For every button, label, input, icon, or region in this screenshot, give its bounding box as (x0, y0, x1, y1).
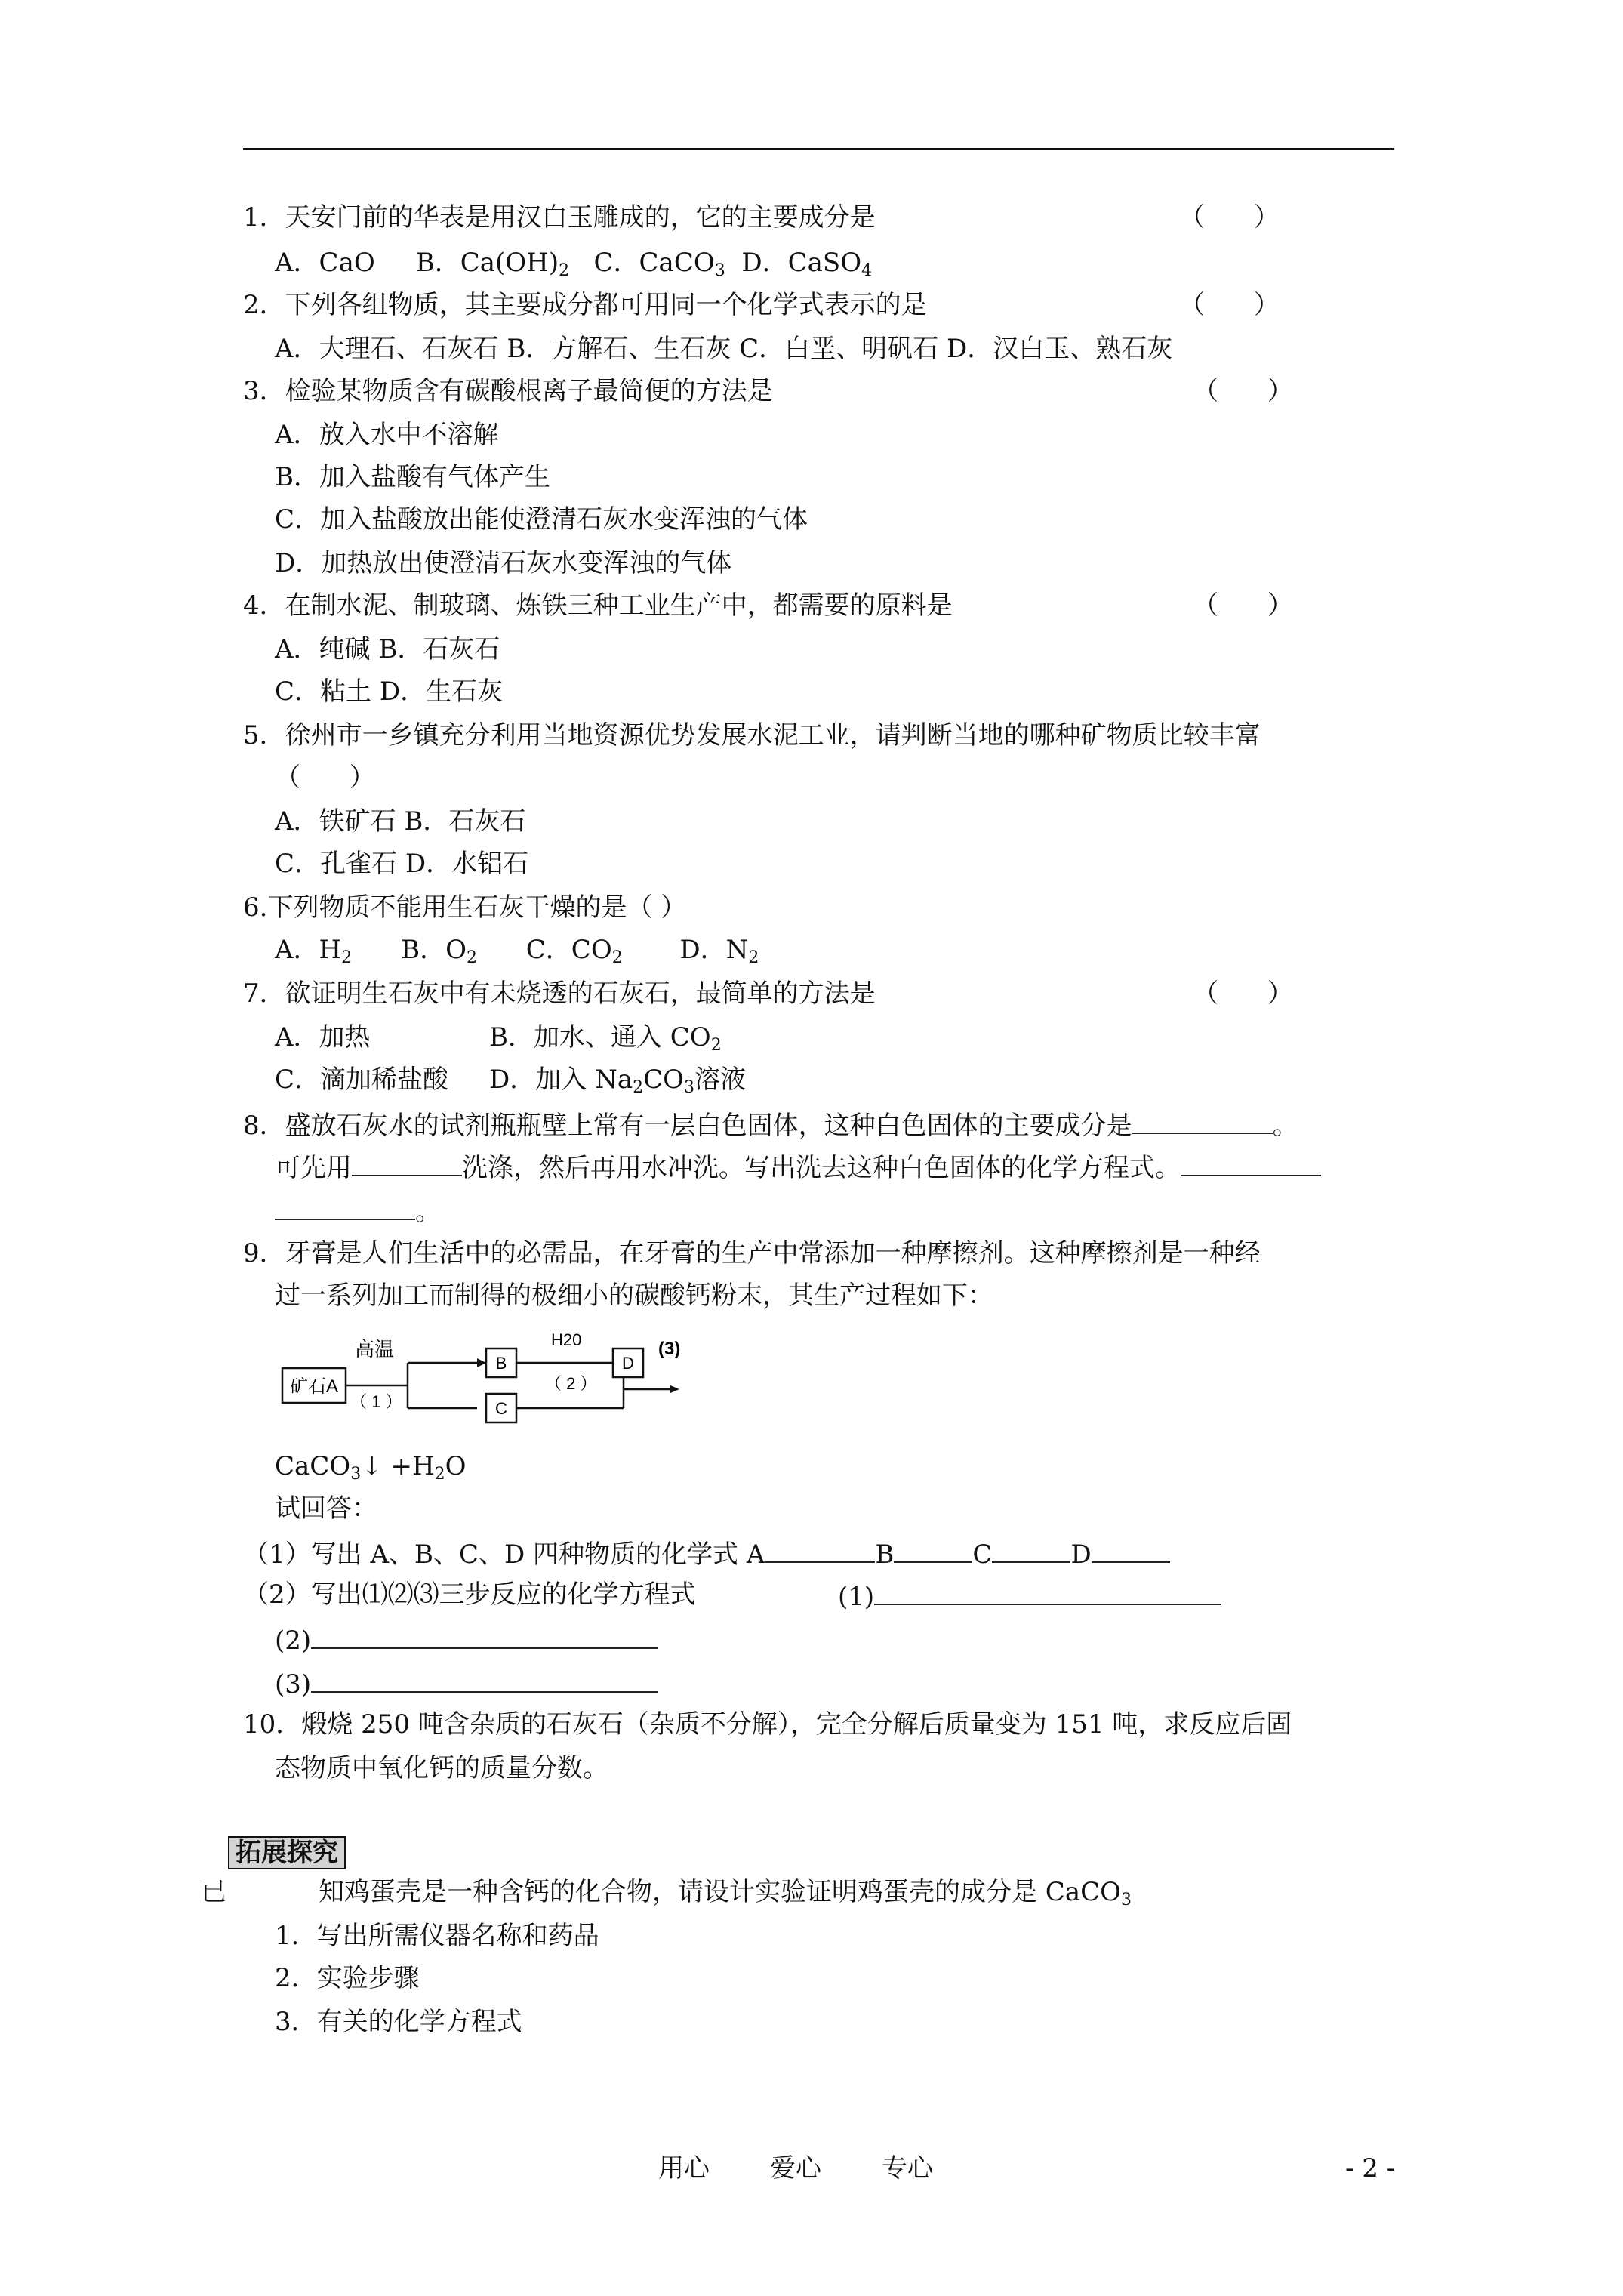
q5-answer-paren: （ ） (275, 763, 375, 793)
q7-answer-paren: （ ） (1193, 978, 1293, 1009)
footer-mid: 爱心 (770, 2153, 821, 2184)
q1-option-a: A．CaO (275, 248, 375, 278)
q7-option-a: A．加热 (275, 1022, 371, 1052)
q9-equation-2: (2) (275, 1622, 658, 1657)
q6-option-a: A．$H_2$ (275, 935, 353, 967)
q1-stem: 1．天安门前的华表是用汉白玉雕成的，它的主要成分是 (243, 202, 876, 233)
q9-sub2: （2）写出⑴⑵⑶三步反应的化学方程式 (243, 1579, 696, 1610)
q7-option-d: D．加入 $Na_2CO_3$溶液 (489, 1065, 746, 1097)
q6-option-b: B．$O_2$ (401, 935, 477, 967)
q1-answer-paren: （ ） (1179, 202, 1280, 233)
q6-option-d: D．$N_2$ (679, 935, 759, 967)
q8-blank-equation-b[interactable] (275, 1193, 415, 1220)
q8-blank-component[interactable] (1132, 1107, 1273, 1134)
q4-stem: 4．在制水泥、制玻璃、炼铁三种工业生产中，都需要的原料是 (243, 590, 953, 621)
q6-stem: 6.下列物质不能用生石灰干燥的是（ ） (243, 892, 687, 923)
q9-line1: 9．牙膏是人们生活中的必需品，在牙膏的生产中常添加一种摩擦剂。这种摩擦剂是一种经 (243, 1238, 1261, 1268)
q4-answer-paren: （ ） (1193, 590, 1293, 621)
flow-label-b: B (495, 1354, 507, 1373)
q4-options-row1: A．纯碱 B．石灰石 (275, 634, 500, 664)
extension-intro: 知鸡蛋壳是一种含钙的化合物，请设计实验证明鸡蛋壳的成分是 CaCO$_3$ (319, 1877, 1132, 1909)
q3-option-b: B．加入盐酸有气体产生 (275, 462, 550, 492)
flow-label-ore: 矿石A (289, 1376, 339, 1397)
q9-blank-eq2[interactable] (311, 1622, 658, 1649)
q8-blank-equation-a[interactable] (1181, 1149, 1321, 1176)
q5-options-row1: A．铁矿石 B．石灰石 (275, 806, 526, 837)
q1-option-b: B．$Ca(OH)_2$ (415, 248, 570, 280)
q3-stem: 3．检验某物质含有碳酸根离子最简便的方法是 (243, 376, 773, 406)
extension-item-1: 1．写出所需仪器名称和药品 (275, 1921, 599, 1951)
flow-label-water: H20 (551, 1330, 582, 1349)
q9-prompt: 试回答： (275, 1493, 377, 1524)
q9-line2: 过一系列加工而制得的极细小的碳酸钙粉末，其生产过程如下： (275, 1281, 993, 1311)
flow-label-d: D (622, 1354, 634, 1373)
process-flow-diagram (281, 1329, 704, 1442)
q5-options-row2: C．孔雀石 D．水铝石 (275, 849, 529, 879)
footer-left: 用心 (658, 2153, 710, 2184)
flow-label-step3: (3) (658, 1339, 681, 1359)
q2-stem: 2．下列各组物质，其主要成分都可用同一个化学式表示的是 (243, 290, 927, 320)
q9-product: CaCO$_3$↓ $+H_2O$ (275, 1451, 467, 1484)
q9-blank-eq1[interactable] (874, 1578, 1221, 1605)
q3-option-c: C．加入盐酸放出能使澄清石灰水变浑浊的气体 (275, 504, 808, 535)
page-number: - 2 - (1345, 2153, 1396, 2184)
q9-equation-1: (1) (838, 1578, 1221, 1613)
q6-option-c: C．$CO_2$ (525, 935, 623, 967)
q10-line2: 态物质中氧化钙的质量分数。 (275, 1753, 608, 1783)
q9-sub1: （1）写出 A、B、C、D 四种物质的化学式 A B C D (243, 1536, 1170, 1571)
q1-options (275, 246, 872, 279)
q4-options-row2: C．粘土 D．生石灰 (275, 676, 504, 707)
extension-lead: 已 (201, 1877, 226, 1907)
q9-equation-3: (3) (275, 1666, 658, 1701)
flow-label-heat: 高温 (355, 1338, 395, 1361)
q3-option-a: A．放入水中不溶解 (275, 420, 499, 450)
flow-label-step1: （ 1 ） (350, 1392, 402, 1411)
q7-stem: 7．欲证明生石灰中有未烧透的石灰石，最简单的方法是 (243, 978, 876, 1009)
q7-option-b: B．加水、通入 $CO_2$ (489, 1022, 722, 1055)
flow-label-c: C (495, 1399, 507, 1418)
q9-blank-b[interactable] (894, 1536, 972, 1563)
q5-stem: 5．徐州市一乡镇充分利用当地资源优势发展水泥工业，请判断当地的哪种矿物质比较丰富 (243, 720, 1261, 750)
extension-item-3: 3．有关的化学方程式 (275, 2007, 522, 2037)
q9-blank-a[interactable] (765, 1536, 875, 1563)
q7-option-c: C．滴加稀盐酸 (275, 1065, 449, 1095)
q1-option-c: C．CaCO$_3$ (593, 248, 725, 280)
q8-blank-reagent[interactable] (352, 1149, 462, 1176)
q2-options: A．大理石、石灰石 B．方解石、生石灰 C．白垩、明矾石 D．汉白玉、熟石灰 (275, 334, 1173, 364)
q10-line1: 10．煅烧 250 吨含杂质的石灰石（杂质不分解），完全分解后质量变为 151 吨，求反应后固 (243, 1709, 1292, 1740)
q1-option-d: D．CaSO$_4$ (741, 248, 873, 280)
q3-option-d: D．加热放出使澄清石灰水变浑浊的气体 (275, 548, 732, 578)
q9-blank-d[interactable] (1092, 1536, 1170, 1563)
q3-answer-paren: （ ） (1193, 376, 1293, 406)
flow-label-step2: （ 2 ） (545, 1374, 597, 1393)
extension-item-2: 2．实验步骤 (275, 1963, 420, 1993)
q9-blank-eq3[interactable] (311, 1666, 658, 1693)
q2-answer-paren: （ ） (1179, 290, 1280, 320)
q8-line2: 可先用 洗涤，然后再用水冲洗。写出洗去这种白色固体的化学方程式。 (275, 1149, 1321, 1185)
q8-line1: 8．盛放石灰水的试剂瓶瓶壁上常有一层白色固体，这种白色固体的主要成分是 。 (243, 1107, 1298, 1142)
footer-right: 专心 (882, 2153, 933, 2184)
q6-options (275, 933, 759, 966)
q8-line3: 。 (275, 1193, 441, 1228)
extension-section-title: 拓展探究 (228, 1836, 346, 1869)
header-rule (243, 148, 1394, 150)
q9-blank-c[interactable] (992, 1536, 1070, 1563)
